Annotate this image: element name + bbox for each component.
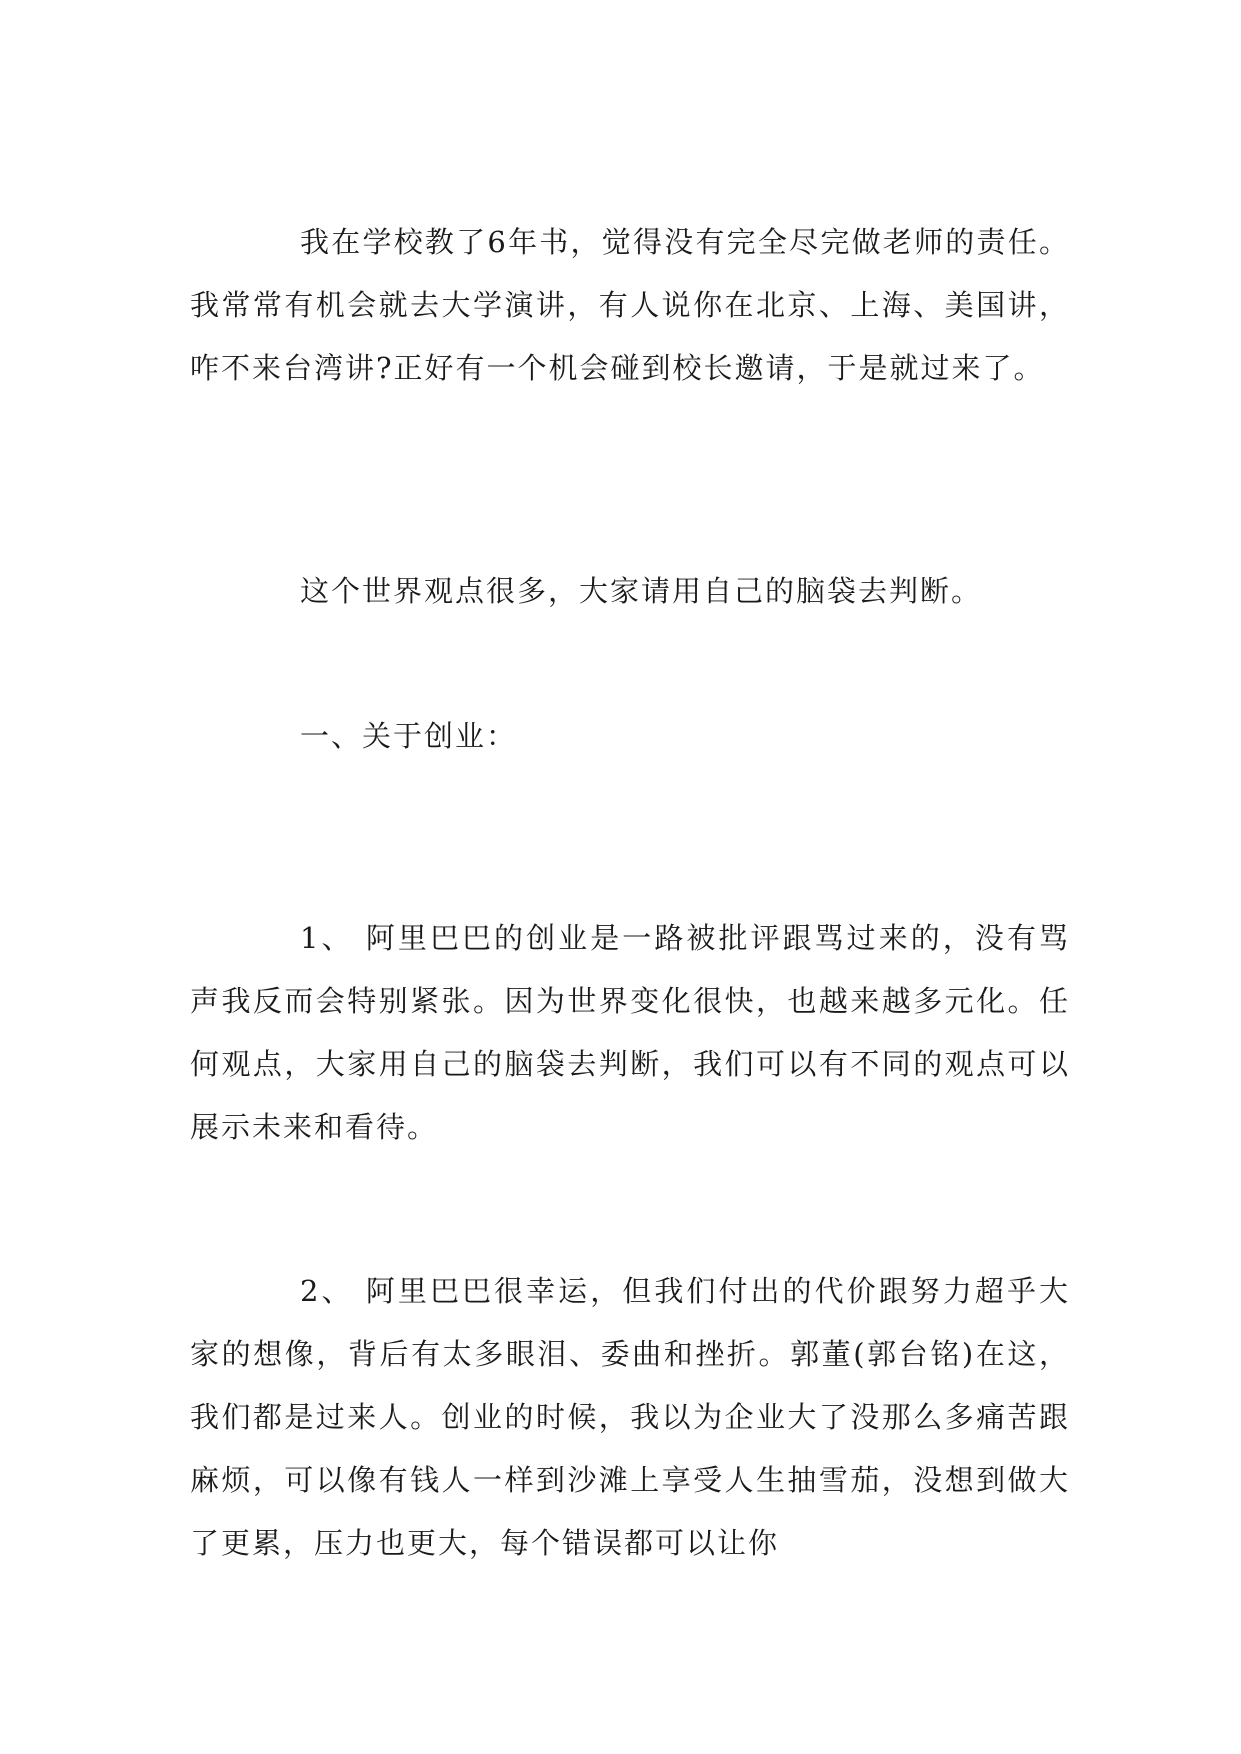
section-heading-entrepreneurship: 一、关于创业： bbox=[300, 719, 518, 753]
paragraph-viewpoints: 这个世界观点很多，大家请用自己的脑袋去判断。 bbox=[300, 574, 983, 608]
paragraph-teaching: 我在学校教了6年书，觉得没有完全尽完做老师的责任。我常常有机会就去大学演讲，有人说你在北京、上海、美国讲，咋不来台湾讲?正好有一个机会碰到校长邀请，于是就过来了。 bbox=[190, 225, 1070, 385]
paragraph-point-1: 1、 阿里巴巴的创业是一路被批评跟骂过来的，没有骂声我反而会特别紧张。因为世界变化很快，也越来越多元化。任何观点，大家用自己的脑袋去判断，我们可以有不同的观点可以展示未来和看待。 bbox=[190, 921, 1070, 1144]
paragraph-point-2: 2、 阿里巴巴很幸运，但我们付出的代价跟努力超乎大家的想像，背后有太多眼泪、委曲和挫折。郭董(郭台铭)在这，我们都是过来人。创业的时候，我以为企业大了没那么多痛苦跟麻烦，可以像有钱人一样到沙滩上享受人生抽雪茄，没想到做大了更累，压力也更大，每个错误都可以让你 bbox=[190, 1274, 1070, 1560]
